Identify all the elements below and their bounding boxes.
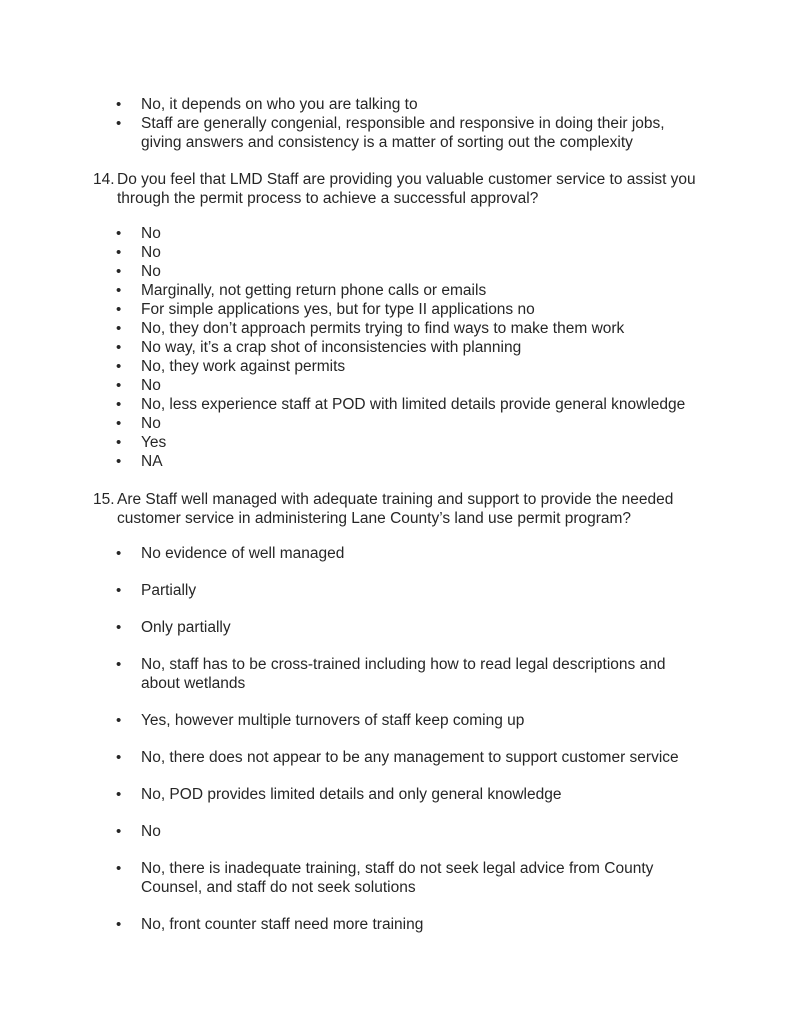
- list-item-text: No: [141, 263, 161, 280]
- question-number: 14.: [93, 171, 115, 188]
- list-item: [0, 748, 800, 767]
- bullet-icon: •: [116, 434, 122, 451]
- list-item-text: No: [141, 244, 161, 261]
- list-item: [0, 224, 800, 243]
- bullet-icon: •: [116, 320, 122, 337]
- list-item: [0, 300, 800, 319]
- bullet-icon: •: [116, 339, 122, 356]
- list-item-text: No evidence of well managed: [141, 545, 345, 562]
- list-item-text: No: [141, 225, 161, 242]
- question-text: Are Staff well managed with adequate training and support to provide the needed customer service in administering Lane County’s land use permit program?: [117, 491, 674, 527]
- list-item-text: No way, it’s a crap shot of inconsistencies with planning: [141, 339, 522, 356]
- list-item-text: No, there is inadequate training, staff do not seek legal advice from County Counsel, and staff do not seek solutions: [141, 860, 654, 896]
- bullet-icon: •: [116, 860, 122, 877]
- list-item-text: Staff are generally congenial, responsible and responsive in doing their jobs, giving answers and consistency is a matter of sorting out the complexity: [141, 115, 665, 151]
- list-item: [0, 711, 800, 730]
- list-item: [0, 618, 800, 637]
- list-item: [0, 433, 800, 452]
- list-item: [0, 581, 800, 600]
- bullet-icon: •: [116, 244, 122, 261]
- list-item-text: For simple applications yes, but for type II applications no: [141, 301, 535, 318]
- list-item-text: Marginally, not getting return phone calls or emails: [141, 282, 487, 299]
- list-item: [0, 338, 800, 357]
- question-number: 15.: [93, 491, 115, 508]
- bullet-icon: •: [116, 786, 122, 803]
- bullet-icon: •: [116, 545, 122, 562]
- list-item: [0, 357, 800, 376]
- list-item-text: No: [141, 377, 161, 394]
- list-item-text: No, they don’t approach permits trying to find ways to make them work: [141, 320, 625, 337]
- bullet-icon: •: [116, 377, 122, 394]
- bullet-icon: •: [116, 96, 122, 113]
- list-item: [0, 395, 800, 414]
- list-item-text: No: [141, 415, 161, 432]
- list-item: [0, 915, 800, 934]
- list-item-text: No, less experience staff at POD with limited details provide general knowledge: [141, 396, 686, 413]
- bullet-icon: •: [116, 453, 122, 470]
- bullet-icon: •: [116, 656, 122, 673]
- list-item: [0, 114, 800, 152]
- q14-answer-list: [0, 224, 800, 471]
- list-item-text: No, there does not appear to be any management to support customer service: [141, 749, 679, 766]
- list-item: [0, 785, 800, 804]
- list-item: [0, 452, 800, 471]
- bullet-icon: •: [116, 712, 122, 729]
- bullet-icon: •: [116, 916, 122, 933]
- list-item-text: No: [141, 823, 161, 840]
- bullet-icon: •: [116, 415, 122, 432]
- list-item-text: No, staff has to be cross-trained including how to read legal descriptions and about wetlands: [141, 656, 666, 692]
- list-item: [0, 655, 800, 693]
- list-item-text: No, POD provides limited details and only general knowledge: [141, 786, 562, 803]
- bullet-icon: •: [116, 396, 122, 413]
- list-item: [0, 376, 800, 395]
- list-item: [0, 822, 800, 841]
- list-item-text: No, it depends on who you are talking to: [141, 96, 418, 113]
- list-item-text: Partially: [141, 582, 197, 599]
- bullet-icon: •: [116, 619, 122, 636]
- list-item-text: Yes: [141, 434, 167, 451]
- q15-answer-list: [0, 544, 800, 952]
- question-text: Do you feel that LMD Staff are providing you valuable customer service to assist you through the permit process to achieve a successful approval?: [117, 171, 696, 207]
- list-item-text: Yes, however multiple turnovers of staff keep coming up: [141, 712, 525, 729]
- list-item-text: NA: [141, 453, 163, 470]
- bullet-icon: •: [116, 115, 122, 132]
- bullet-icon: •: [116, 823, 122, 840]
- list-item-text: No, they work against permits: [141, 358, 346, 375]
- list-item: [0, 319, 800, 338]
- list-item: [0, 281, 800, 300]
- bullet-icon: •: [116, 263, 122, 280]
- bullet-icon: •: [116, 282, 122, 299]
- list-item: [0, 859, 800, 897]
- bullet-icon: •: [116, 301, 122, 318]
- list-item: [0, 243, 800, 262]
- bullet-icon: •: [116, 225, 122, 242]
- list-item-text: Only partially: [141, 619, 231, 636]
- bullet-icon: •: [116, 358, 122, 375]
- list-item: [0, 414, 800, 433]
- bullet-icon: •: [116, 749, 122, 766]
- list-item: [0, 95, 800, 114]
- list-item: [0, 262, 800, 281]
- list-item-text: No, front counter staff need more training: [141, 916, 424, 933]
- bullet-icon: •: [116, 582, 122, 599]
- list-item: [0, 544, 800, 563]
- top-bullet-list: [0, 95, 800, 152]
